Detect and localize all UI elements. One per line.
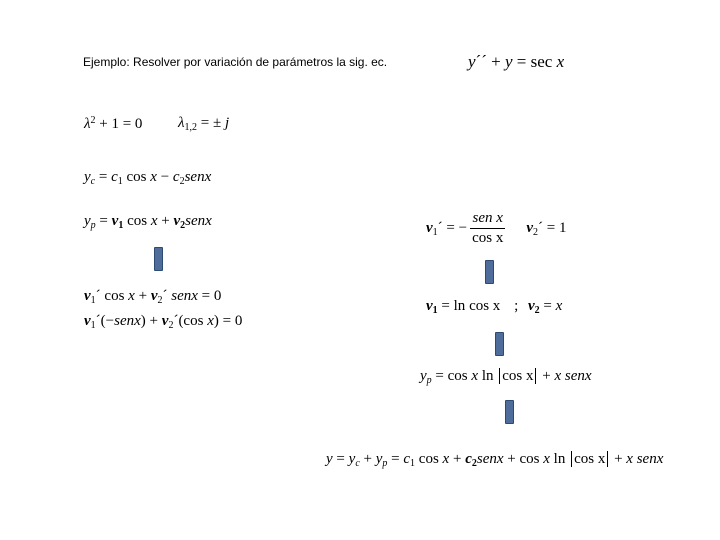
sys2-eq: = 0 [218,313,243,329]
ypf-y: y [420,368,427,384]
char-sq: 2 [90,115,96,126]
ypf-plus: + [538,368,555,384]
gen-plus3: + [503,451,520,467]
gen-yp-sub: p [382,458,388,469]
yc-c2: c [172,169,180,185]
gen-c2-sub: 2 [471,458,477,469]
down-arrow-icon [505,400,514,424]
roots-j: j [224,115,230,131]
char-rest: + 1 = 0 [95,116,143,132]
gen-c1-sub: 1 [410,458,416,469]
vp-numerator: sen x [472,210,503,226]
ypf-sub: p [426,375,432,386]
yc-sub: c [90,176,96,187]
sys2-v1: v [84,313,91,329]
sys1-v2: v [150,288,158,304]
sys2-prime: ´ [95,313,101,329]
gen-eq2: = [387,451,404,467]
yp-y: y [84,213,91,229]
vp-eq2: = 1 [543,219,567,236]
gen-x3: x [626,451,633,467]
sys1-prime: ´ [95,288,101,304]
sys1-prime2: ´ [162,288,168,304]
yp-final-equation [420,369,592,386]
characteristic-equation [84,116,142,132]
gen-plus4: + [610,451,627,467]
gen-plus2: + [449,451,466,467]
ypf-ln: ln [478,368,498,384]
sys1-v1: v [84,288,91,304]
ode-plus: + [486,52,505,71]
gen-cos: cos [415,451,443,467]
ypf-senx: senx [561,368,592,384]
yp-v1: v [111,213,119,229]
yp-sub: p [90,220,96,231]
vv-cosx: cos x [469,298,501,314]
gen-cos2: cos [519,451,544,467]
down-arrow-icon [485,260,494,284]
yp-eq: = [95,213,112,229]
sys1-senx: senx [167,288,198,304]
ode-sec: sec [530,52,553,71]
gen-yp: y [375,451,383,467]
yp-v1-sub: 1 [118,220,124,231]
sys2-prime2: ´ [173,313,179,329]
sys2-rp2: ) [213,313,219,329]
yc-c2-sub: 2 [179,176,185,187]
vp-prime: ´ [437,219,443,236]
yp-cos: cos [123,213,151,229]
sys2-lp2: (cos [178,313,208,329]
yc-c1-sub: 1 [117,176,123,187]
ode-primes: ´´ [475,52,487,71]
yc-eq: = [95,169,112,185]
roots-eq: = ± [197,115,225,131]
gen-c1: c [403,451,411,467]
vp-eq: = − [442,219,468,236]
vp-v1-sub: 1 [432,226,438,238]
vv-v1-sub: 1 [432,305,438,316]
vv-v2-sub: 2 [534,305,540,316]
yp-plus: + [157,213,174,229]
gen-abs-cosx: cos x [571,451,608,467]
sys1-cos: cos [100,288,129,304]
ypf-x2: x [554,368,562,384]
sys2-rp: ) [140,313,146,329]
gen-ln: ln [549,451,570,467]
general-solution-equation [326,452,663,469]
vp-fraction [470,211,505,246]
v-primes-equation [426,211,566,246]
yc-senx: senx [184,169,212,185]
vv-eq: = ln [437,298,470,314]
gen-senx: senx [476,451,504,467]
sys2-v1-sub: 1 [90,320,96,331]
v-values-equation [426,299,562,316]
yc-y: y [84,169,91,185]
system-equation-1 [84,289,221,306]
ode-y: y [468,52,476,71]
yp-equation [84,214,212,231]
roots-sub: 1,2 [184,122,197,133]
down-arrow-icon [495,332,504,356]
roots-equation [178,116,229,133]
ypf-abs-cosx: cos x [499,368,536,384]
sys1-plus: + [134,288,151,304]
yp-senx: senx [185,213,212,229]
ode-y2: y [504,52,513,71]
vp-v2: v [526,219,534,236]
yc-equation [84,170,211,187]
ypf-eq: = cos [431,368,472,384]
sys1-eq: = 0 [197,288,222,304]
gen-yc: y [348,451,356,467]
gen-eq: = [332,451,349,467]
vv-v2: v [527,298,535,314]
sys2-plus: + [145,313,162,329]
vp-prime2: ´ [538,219,544,236]
ode-equation [468,53,564,70]
system-equation-2 [84,314,242,331]
gen-c2: c [465,451,472,467]
gen-x: x [442,451,450,467]
gen-yc-sub: c [355,458,360,469]
yc-minus: − [156,169,173,185]
yp-x: x [150,213,158,229]
sys2-v2: v [161,313,169,329]
vv-v1: v [426,298,433,314]
sys2-senx: senx [114,313,141,329]
sys1-v2-sub: 2 [157,295,163,306]
gen-y: y [326,451,333,467]
vv-eq2: = [539,298,556,314]
down-arrow-icon [154,247,163,271]
sys2-x: x [207,313,214,329]
char-lambda: λ [84,116,91,132]
yc-c1: c [111,169,118,185]
gen-plus: + [359,451,376,467]
vp-denominator: cos x [472,230,504,246]
vv-semicolon: ; [510,298,522,314]
yc-x: x [150,169,157,185]
roots-lambda: λ [178,115,185,131]
sys1-v1-sub: 1 [90,295,96,306]
yp-v2: v [173,213,181,229]
vv-x: x [555,298,563,314]
ypf-x: x [471,368,479,384]
sys1-x: x [128,288,135,304]
gen-x2: x [543,451,550,467]
sys2-lp: (− [100,313,115,329]
yc-cos: cos [122,169,151,185]
yp-v2-sub: 2 [180,220,186,231]
sys2-v2-sub: 2 [168,320,174,331]
ode-x: x [556,52,565,71]
gen-senx2: senx [632,451,664,467]
vp-v1: v [426,219,433,236]
ode-eq: = [512,52,531,71]
intro-text: Ejemplo: Resolver por variación de parámetros la sig. ec. [83,55,388,69]
vp-v2-sub: 2 [533,226,539,238]
